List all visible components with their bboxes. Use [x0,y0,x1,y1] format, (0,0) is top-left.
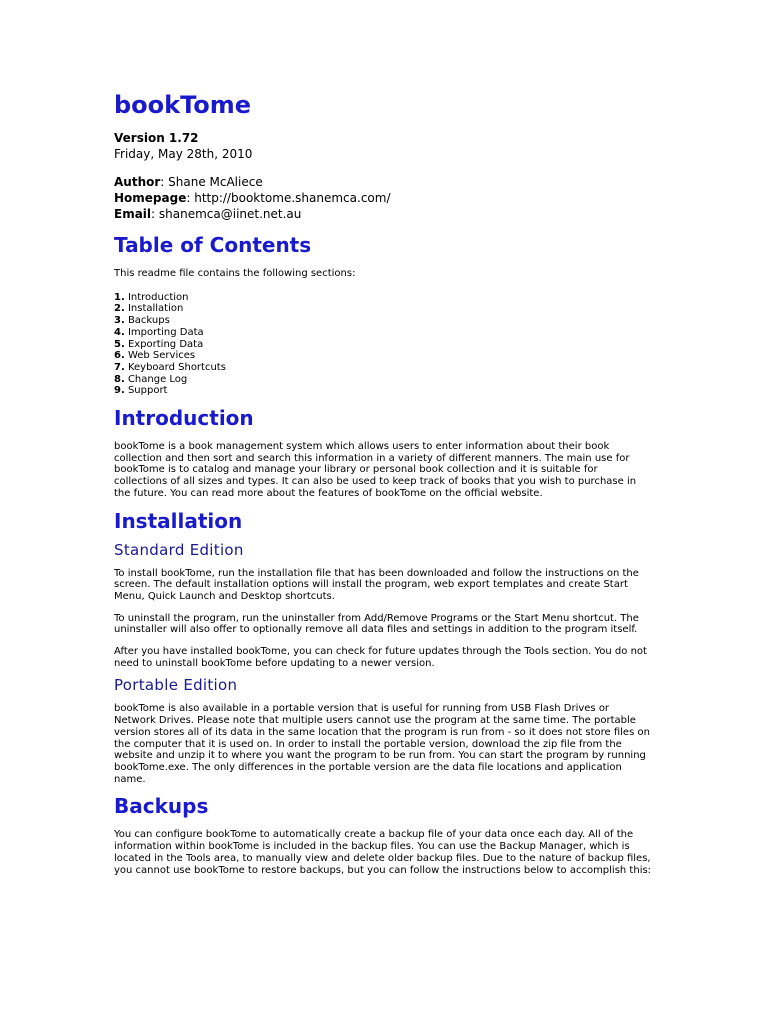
version-label: Version 1.72 [114,131,199,145]
text-line: the future. You can read more about the features of bookTome on the official website. [114,487,543,499]
toc-item-label: Support [124,385,168,397]
toc-item-label: Change Log [124,373,188,385]
text-line: To install bookTome, run the installation file that has been downloaded and follow the instructions on the [114,567,639,579]
toc-item-number: 6. [114,350,125,362]
text-line: version stores all of its data in the same location that the program is run from - so it does not store files on [114,726,650,738]
toc-item[interactable] [114,327,659,339]
text-line: the computer that it is used on. In order to install the portable version, download the zip file from the [114,738,622,750]
toc-item[interactable] [114,339,659,351]
toc-item-number: 5. [114,338,125,350]
standard-edition-paragraph-1 [114,568,659,603]
toc-item-number: 9. [114,385,125,397]
homepage-label: Homepage [114,191,187,205]
author-label: Author [114,175,161,189]
text-line: Network Drives. Please note that multiple users cannot use the program at the same time. The portable [114,715,636,727]
text-line: bookTome is to catalog and manage your library or personal book collection and it is suitable for [114,464,598,476]
standard-edition-heading: Standard Edition [114,540,244,559]
toc-item-number: 1. [114,291,125,303]
text-line: After you have installed bookTome, you can check for future updates through the Tools section. You do not [114,646,647,658]
toc-item-label: Keyboard Shortcuts [124,361,226,373]
text-line: Menu, Quick Launch and Desktop shortcuts. [114,590,335,602]
document-title: bookTome [114,91,252,119]
text-line: You can configure bookTome to automatically create a backup file of your data once each day. All of the [114,829,634,841]
text-line: website and unzip it to where you want the program to be run from. You can start the program by running [114,750,646,762]
introduction-paragraph [114,441,659,500]
text-line: located in the Tools area, to manually view and delete older backup files. Due to the nature of backup files, [114,852,651,864]
text-line: screen. The default installation options will install the program, web export templates and create Start [114,579,628,591]
version-block [114,130,659,162]
toc-item-label: Importing Data [124,326,204,338]
homepage-value: : http://booktome.shanemca.com/ [186,191,391,205]
portable-edition-heading: Portable Edition [114,676,238,695]
text-line: information within bookTome is included in the backup files. You can use the Backup Manager, which is [114,841,630,853]
toc-item[interactable] [114,315,659,327]
toc-heading: Table of Contents [114,233,312,257]
toc-intro: This readme file contains the following sections: [114,268,356,279]
toc-item-number: 8. [114,373,125,385]
backups-paragraph [114,829,659,876]
standard-edition-paragraph-3 [114,646,659,669]
toc-item[interactable] [114,362,659,374]
toc-item[interactable] [114,374,659,386]
toc-item-label: Installation [124,303,184,315]
release-date: Friday, May 28th, 2010 [114,147,253,161]
document-content [114,90,659,876]
toc-item[interactable] [114,385,659,397]
text-line: To uninstall the program, run the uninstaller from Add/Remove Programs or the Start Menu shortcut. The [114,612,639,624]
text-line: uninstaller will also offer to optionally remove all data files and settings in addition to the program itself. [114,624,638,636]
toc-item-label: Exporting Data [124,338,204,350]
email-row [114,206,659,222]
text-line: you cannot use bookTome to restore backups, but you can follow the instructions below to accomplish this: [114,864,652,876]
toc-item-label: Introduction [124,291,189,303]
toc-item[interactable] [114,292,659,304]
email-value: : shanemca@iinet.net.au [151,207,302,221]
toc-item-label: Backups [124,315,170,327]
installation-heading: Installation [114,508,243,533]
text-line: bookTome is a book management system which allows users to enter information about their book [114,441,610,453]
introduction-heading: Introduction [114,406,254,431]
homepage-row [114,190,659,206]
text-line: bookTome is also available in a portable version that is useful for running from USB Flash Drives or [114,703,610,715]
text-line: collections of all sizes and types. It can also be used to keep track of books that you wish to purchase in [114,476,637,488]
author-value: : Shane McAliece [160,175,263,189]
toc-item-number: 7. [114,361,125,373]
text-line: bookTome.exe. The only differences in the portable version are the data file locations and application [114,761,622,773]
text-line: need to uninstall bookTome before updating to a newer version. [114,657,435,669]
toc-item-number: 2. [114,303,125,315]
author-row [114,174,659,190]
text-line: name. [114,773,146,785]
text-line: collection and then sort and search this information in a variety of different manners. The main use for [114,452,630,464]
backups-heading: Backups [114,794,209,819]
toc-item-label: Web Services [124,350,196,362]
author-block [114,174,659,222]
standard-edition-paragraph-2 [114,613,659,636]
toc-item-number: 4. [114,326,125,338]
portable-edition-paragraph [114,703,659,785]
toc-list [114,292,659,397]
toc-item-number: 3. [114,315,125,327]
toc-item[interactable] [114,303,659,315]
email-label: Email [114,207,152,221]
toc-item[interactable] [114,350,659,362]
